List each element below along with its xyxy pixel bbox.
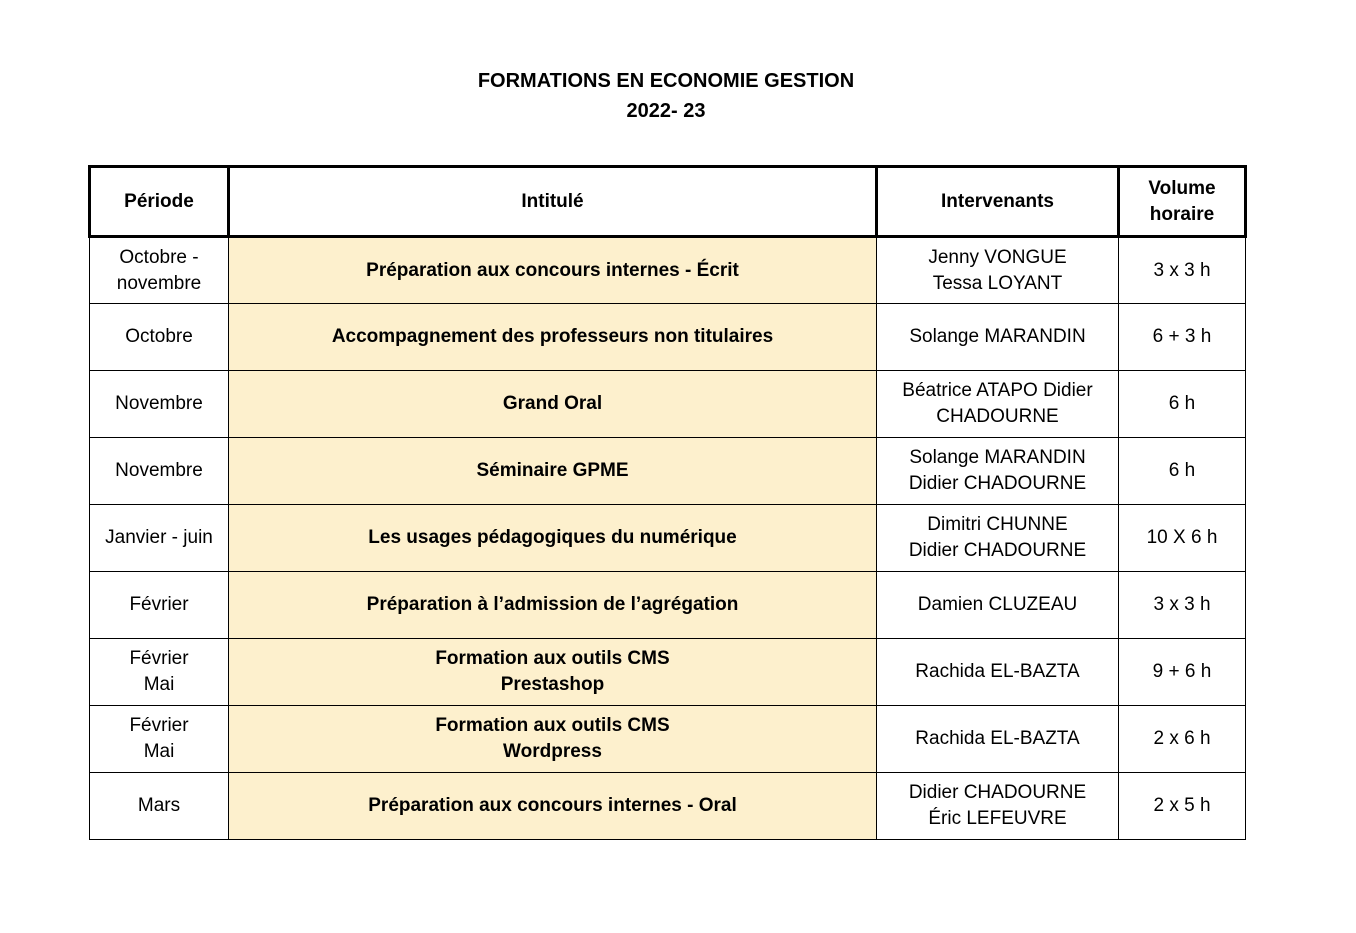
table-header-row: [90, 167, 1246, 237]
cell-intervenants-line: Éric LEFEUVRE: [928, 808, 1067, 829]
cell-periode-line: Novembre: [115, 460, 203, 481]
cell-intitule-line: Grand Oral: [502, 393, 603, 414]
cell-intitule-line: Préparation aux concours internes - Écrit: [366, 259, 739, 281]
cell-periode: [90, 371, 229, 438]
header-volume-line-1: Volume: [1148, 177, 1216, 199]
cell-periode-line: Octobre -: [119, 246, 199, 268]
cell-intitule-line: Formation aux outils CMS: [435, 715, 670, 736]
cell-intitule-line: Les usages pédagogiques du numérique: [368, 527, 737, 548]
cell-volume-horaire: 3 x 3 h: [1119, 572, 1246, 639]
title-line-1: FORMATIONS EN ECONOMIE GESTION: [477, 70, 855, 92]
cell-volume-horaire: 9 + 6 h: [1119, 639, 1246, 706]
cell-intitule: [229, 572, 877, 639]
cell-intervenants-line: Damien CLUZEAU: [917, 594, 1078, 615]
cell-volume-horaire: 3 x 3 h: [1119, 237, 1246, 304]
cell-intervenants-line: CHADOURNE: [936, 406, 1059, 427]
cell-intitule: [229, 371, 877, 438]
cell-volume-horaire: 10 X 6 h: [1119, 505, 1246, 572]
cell-intervenants: [877, 304, 1119, 371]
cell-volume-horaire: 6 + 3 h: [1119, 304, 1246, 371]
cell-intitule-line: Wordpress: [503, 741, 602, 762]
cell-intervenants-line: Rachida EL-BAZTA: [915, 661, 1080, 682]
table-row: [90, 773, 1246, 840]
cell-intitule-line: Séminaire GPME: [476, 460, 629, 481]
cell-periode: [90, 773, 229, 840]
cell-volume-horaire: 2 x 5 h: [1119, 773, 1246, 840]
cell-periode-line: Octobre: [125, 326, 193, 347]
cell-intervenants: [877, 237, 1119, 304]
cell-intitule: [229, 773, 877, 840]
table-row: [90, 639, 1246, 706]
cell-periode-line: Mai: [143, 741, 175, 762]
cell-intervenants: [877, 438, 1119, 505]
cell-intervenants-line: Solange MARANDIN: [909, 326, 1086, 347]
cell-volume-horaire: 2 x 6 h: [1119, 706, 1246, 773]
cell-periode-line: Janvier - juin: [105, 527, 213, 548]
cell-intitule-line: Préparation aux concours internes - Oral: [368, 795, 737, 816]
title-line-2: 2022- 23: [626, 100, 706, 122]
cell-periode: [90, 639, 229, 706]
cell-intervenants-line: Dimitri CHUNNE: [927, 514, 1068, 535]
cell-periode: [90, 572, 229, 639]
header-periode: Période: [90, 167, 229, 237]
cell-intervenants: [877, 773, 1119, 840]
cell-intitule-line: Préparation à l’admission de l’agrégation: [366, 594, 739, 615]
cell-periode: [90, 304, 229, 371]
cell-intitule-line: Accompagnement des professeurs non titulaires: [331, 326, 774, 347]
cell-intitule: [229, 639, 877, 706]
cell-periode-line: novembre: [116, 272, 202, 294]
cell-intitule: [229, 237, 877, 304]
cell-periode: [90, 505, 229, 572]
cell-intervenants-line: Didier CHADOURNE: [908, 782, 1087, 803]
header-volume-horaire: [1119, 167, 1246, 237]
cell-periode-line: Février: [129, 594, 189, 615]
cell-periode-line: Mars: [137, 795, 181, 816]
header-volume-line-2: horaire: [1149, 203, 1215, 225]
cell-intervenants-line: Jenny VONGUE: [928, 246, 1067, 268]
cell-intervenants: [877, 572, 1119, 639]
cell-intitule: [229, 438, 877, 505]
cell-intervenants-line: Didier CHADOURNE: [908, 473, 1087, 494]
cell-intervenants-line: Solange MARANDIN: [909, 447, 1086, 468]
table-row: [90, 706, 1246, 773]
header-intervenants: Intervenants: [877, 167, 1119, 237]
cell-volume-horaire: 6 h: [1119, 371, 1246, 438]
cell-intitule-line: Prestashop: [500, 674, 605, 695]
cell-intervenants-line: Béatrice ATAPO Didier: [902, 380, 1093, 401]
cell-intervenants: [877, 706, 1119, 773]
cell-periode-line: Novembre: [115, 393, 203, 414]
cell-periode: [90, 706, 229, 773]
formations-table: [88, 165, 1247, 840]
cell-intitule: [229, 505, 877, 572]
cell-periode-line: Février: [129, 715, 189, 736]
cell-intervenants: [877, 371, 1119, 438]
table-row: [90, 505, 1246, 572]
cell-periode-line: Février: [129, 648, 189, 669]
cell-volume-horaire: 6 h: [1119, 438, 1246, 505]
table-row: [90, 237, 1246, 304]
cell-intitule-line: Formation aux outils CMS: [435, 648, 670, 669]
document-title: [0, 66, 1332, 126]
cell-periode: [90, 438, 229, 505]
cell-intitule: [229, 706, 877, 773]
table-row: [90, 371, 1246, 438]
table-row: [90, 572, 1246, 639]
cell-intervenants-line: Rachida EL-BAZTA: [915, 728, 1080, 749]
cell-intervenants: [877, 505, 1119, 572]
table-row: [90, 438, 1246, 505]
cell-intitule: [229, 304, 877, 371]
cell-intervenants-line: Didier CHADOURNE: [908, 540, 1087, 561]
cell-periode: [90, 237, 229, 304]
header-intitule: Intitulé: [229, 167, 877, 237]
table-row: [90, 304, 1246, 371]
cell-intervenants: [877, 639, 1119, 706]
cell-periode-line: Mai: [143, 674, 175, 695]
table-body: [90, 237, 1246, 840]
cell-intervenants-line: Tessa LOYANT: [932, 272, 1063, 294]
